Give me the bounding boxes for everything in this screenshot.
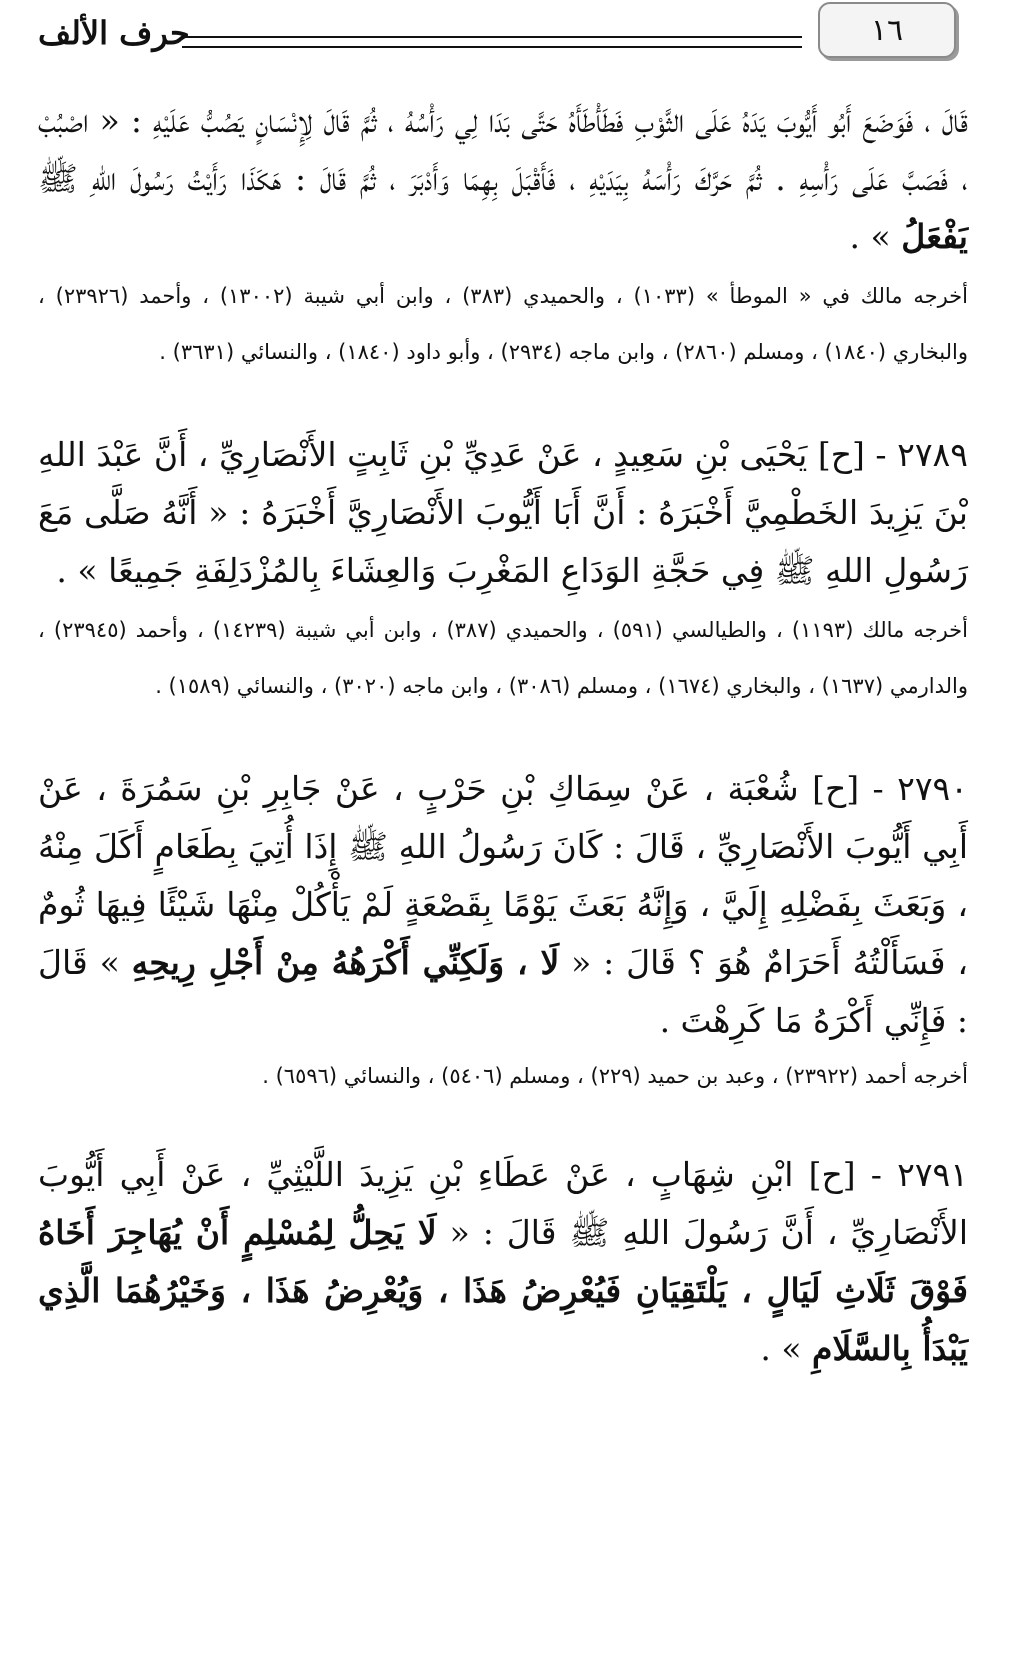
hadith-text: [38, 426, 968, 600]
page-number: [818, 2, 956, 58]
prophet-saying: يَفْعَلُ: [901, 217, 968, 256]
hadith-text-part: قَالَ ، فَوَضَعَ أَبُو أَيُّوبَ يَدَهُ عَلَى الثَّوْبِ فَطَأْطَأَهُ حَتَّى بَدَا لِي رَأْسُهُ ، ثُمَّ قَالَ لِإِنْسَانٍ يَصُبُّ عَلَيْهِ : « اصْبُبْ ، فَصَبَّ عَلَى رَأْسِهِ . ثُمَّ حَرَّكَ رَأْسَهُ بِيَدَيْهِ ، فَأَقْبَلَ بِهِمَا وَأَدْبَرَ ، ثُمَّ قَالَ : هَكَذَا رَأَيْتُ رَسُولَ اللهِ ﷺ: [38, 101, 968, 198]
hadith-text-part: » قَالَ : فَإِنِّي أَكْرَهُ مَا كَرِهْتَ .: [38, 943, 968, 1040]
hadith-block: [38, 1146, 968, 1378]
hadith-text-part: » .: [760, 1329, 813, 1368]
page-body: [38, 92, 968, 1424]
hadith-text-part: ٢٧٩١ - [ح] ابْنِ شِهَابٍ ، عَنْ عَطَاءِ بْنِ يَزِيدَ اللَّيْثِيِّ ، عَنْ أَبِي أَيُّوبَ الأَنْصَارِيِّ ، أَنَّ رَسُولَ اللهِ ﷺ قَالَ : «: [38, 1155, 968, 1252]
hadith-text: [38, 1146, 968, 1378]
hadith-block: [38, 92, 968, 380]
header-rule: [182, 36, 802, 48]
hadith-text-part: ٢٧٩٠ - [ح] شُعْبَة ، عَنْ سِمَاكِ بْنِ حَرْبٍ ، عَنْ جَابِرِ بْنِ سَمُرَةَ ، عَنْ أَبِي أَيُّوبَ الأَنْصَارِيِّ ، قَالَ : كَانَ رَسُولُ اللهِ ﷺ إِذَا أُتِيَ بِطَعَامٍ أَكَلَ مِنْهُ ، وَبَعَثَ بِفَضْلِهِ إِلَيَّ ، وَإِنَّهُ بَعَثَ يَوْمًا بِقَصْعَةٍ لَمْ يَأْكُلْ مِنْهَا شَيْئًا فِيهَا ثُومٌ ، فَسَأَلْتُهُ أَحَرَامٌ هُوَ ؟ قَالَ : «: [38, 769, 968, 982]
hadith-block: [38, 760, 968, 1100]
takhrij-note: أخرجه مالك (١١٩٣) ، والطيالسي (٥٩١) ، والحميدي (٣٨٧) ، وابن أبي شيبة (١٤٢٣٩) ، وأحمد (٢٣٩٤٥) ، والدارمي (١٦٣٧) ، والبخاري (١٦٧٤) ، ومسلم (٣٠٨٦) ، وابن ماجه (٣٠٢٠) ، والنسائي (١٥٨٩) .: [38, 618, 968, 698]
hadith-text: [38, 760, 968, 1050]
hadith-text-part: » .: [849, 217, 902, 256]
page-header: [0, 0, 1010, 70]
prophet-saying: لَا يَحِلُّ لِمُسْلِمٍ أَنْ يُهَاجِرَ أَخَاهُ فَوْقَ ثَلَاثِ لَيَالٍ ، يَلْتَقِيَانِ فَيُعْرِضُ هَذَا ، وَيُعْرِضُ هَذَا ، وَخَيْرُهُمَا الَّذِي يَبْدَأُ بِالسَّلَامِ: [38, 1213, 968, 1368]
hadith-text: [38, 92, 968, 266]
takhrij-note: أخرجه مالك في « الموطأ » (١٠٣٣) ، والحميدي (٣٨٣) ، وابن أبي شيبة (١٣٠٠٢) ، وأحمد (٢٣٩٢٦) ، والبخاري (١٨٤٠) ، ومسلم (٢٨٦٠) ، وابن ماجه (٢٩٣٤) ، وأبو داود (١٨٤٠) ، والنسائي (٣٦٣١) .: [38, 284, 968, 364]
prophet-saying: لَا ، وَلَكِنِّي أَكْرَهُهُ مِنْ أَجْلِ رِيحِهِ: [131, 943, 560, 982]
takhrij-note: أخرجه أحمد (٢٣٩٢٢) ، وعبد بن حميد (٢٢٩) ، ومسلم (٥٤٠٦) ، والنسائي (٦٥٩٦) .: [262, 1064, 968, 1088]
hadith-block: [38, 426, 968, 714]
hadith-text-part: ٢٧٨٩ - [ح] يَحْيَى بْنِ سَعِيدٍ ، عَنْ عَدِيِّ بْنِ ثَابِتٍ الأَنْصَارِيِّ ، أَنَّ عَبْدَ اللهِ بْنَ يَزِيدَ الخَطْمِيَّ أَخْبَرَهُ : أَنَّ أَبَا أَيُّوبَ الأَنْصَارِيَّ أَخْبَرَهُ : « أَنَّهُ صَلَّى مَعَ رَسُولِ اللهِ ﷺ فِي حَجَّةِ الوَدَاعِ المَغْرِبَ وَالعِشَاءَ بِالمُزْدَلِفَةِ جَمِيعًا » .: [38, 435, 968, 590]
page-number-text: ١٦: [870, 12, 904, 48]
section-title: حرف الألف: [38, 14, 190, 52]
